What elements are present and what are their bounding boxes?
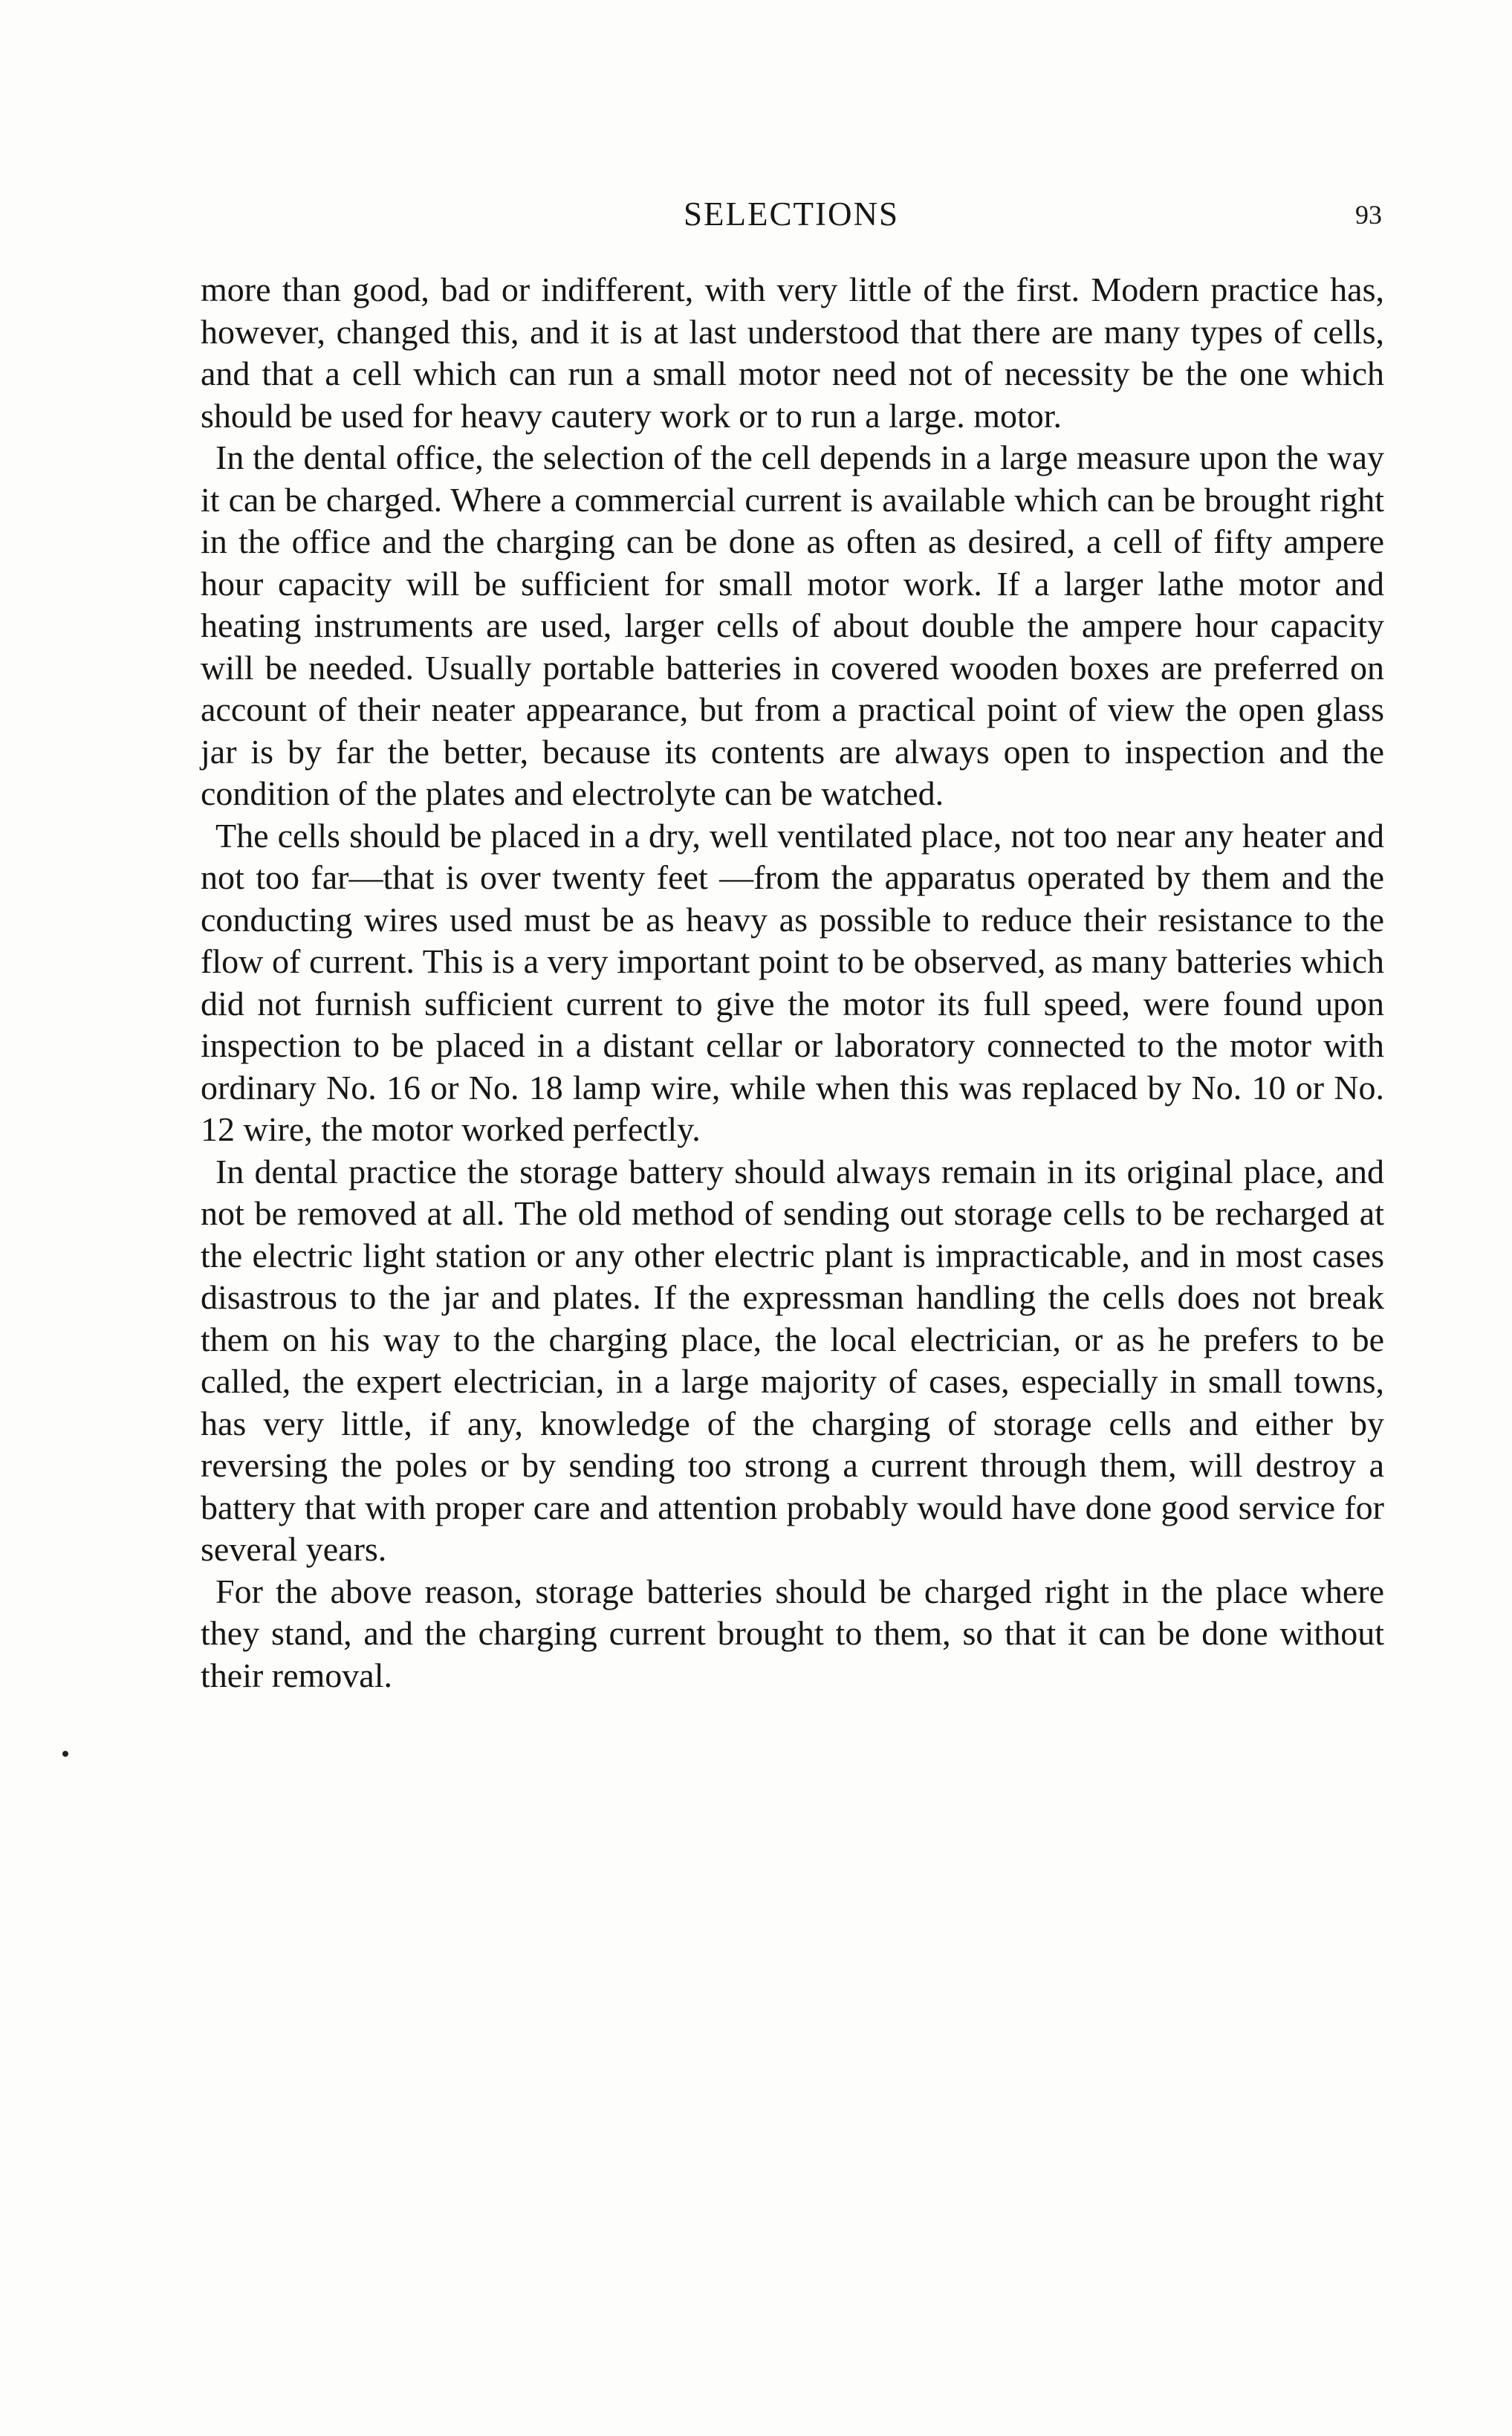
page-body xyxy=(201,269,1384,1697)
print-speck xyxy=(62,1751,68,1757)
paragraph-2: In the dental office, the selection of the cell depends in a large measure upon the way it can be charged. Where a commercial current is available which can be brought right in the office and the charging can be done as often as desired, a cell of fifty ampere hour capacity will be sufficient for small motor work. If a larger lathe motor and heating instruments are used, larger cells of about double the ampere hour capacity will be needed. Usually portable batteries in covered wooden boxes are preferred on account of their neater appearance, but from a practical point of view the open glass jar is by far the better, because its contents are always open to inspection and the condition of the plates and electrolyte can be watched. xyxy=(201,438,1384,812)
paragraph-5: For the above reason, storage batteries should be charged right in the place where they stand, and the charging current brought to them, so that it can be done without their removal. xyxy=(201,1572,1384,1694)
paragraph-1: more than good, bad or indifferent, with very little of the first. Modern practice has, however, changed this, and it is at last understood that there are many types of cells, and that a cell which can run a small motor need not of necessity be the one which should be used for heavy cautery work or to run a large. motor. xyxy=(201,271,1384,435)
running-head xyxy=(201,195,1382,247)
page-number: 93 xyxy=(1355,200,1382,230)
paragraph-4: In dental practice the storage battery should always remain in its original place, and not be removed at all. The old method of sending out storage cells to be recharged at the electric light station or any other electric plant is impracticable, and in most cases disastrous to the jar and plates. If the expressman handling the cells does not break them on his way to the charging place, the local electrician, or as he prefers to be called, the expert electrician, in a large majority of cases, especially in small towns, has very little, if any, knowledge of the charging of storage cells and either by reversing the poles or by sending too strong a current through them, will destroy a battery that with proper care and attention probably would have done good service for several years. xyxy=(201,1152,1384,1568)
paragraph-3: The cells should be placed in a dry, well ventilated place, not too near any heater and not too far—that is over twenty feet —from the apparatus operated by them and the conducting wires used must be as heavy as possible to reduce their resistance to the flow of current. This is a very important point to be observed, as many batteries which did not furnish sufficient current to give the motor its full speed, were found upon inspection to be placed in a distant cellar or laboratory connected to the motor with ordinary No. 16 or No. 18 lamp wire, while when this was replaced by No. 10 or No. 12 wire, the motor worked perfectly. xyxy=(201,816,1384,1148)
running-title: SELECTIONS xyxy=(684,195,899,233)
